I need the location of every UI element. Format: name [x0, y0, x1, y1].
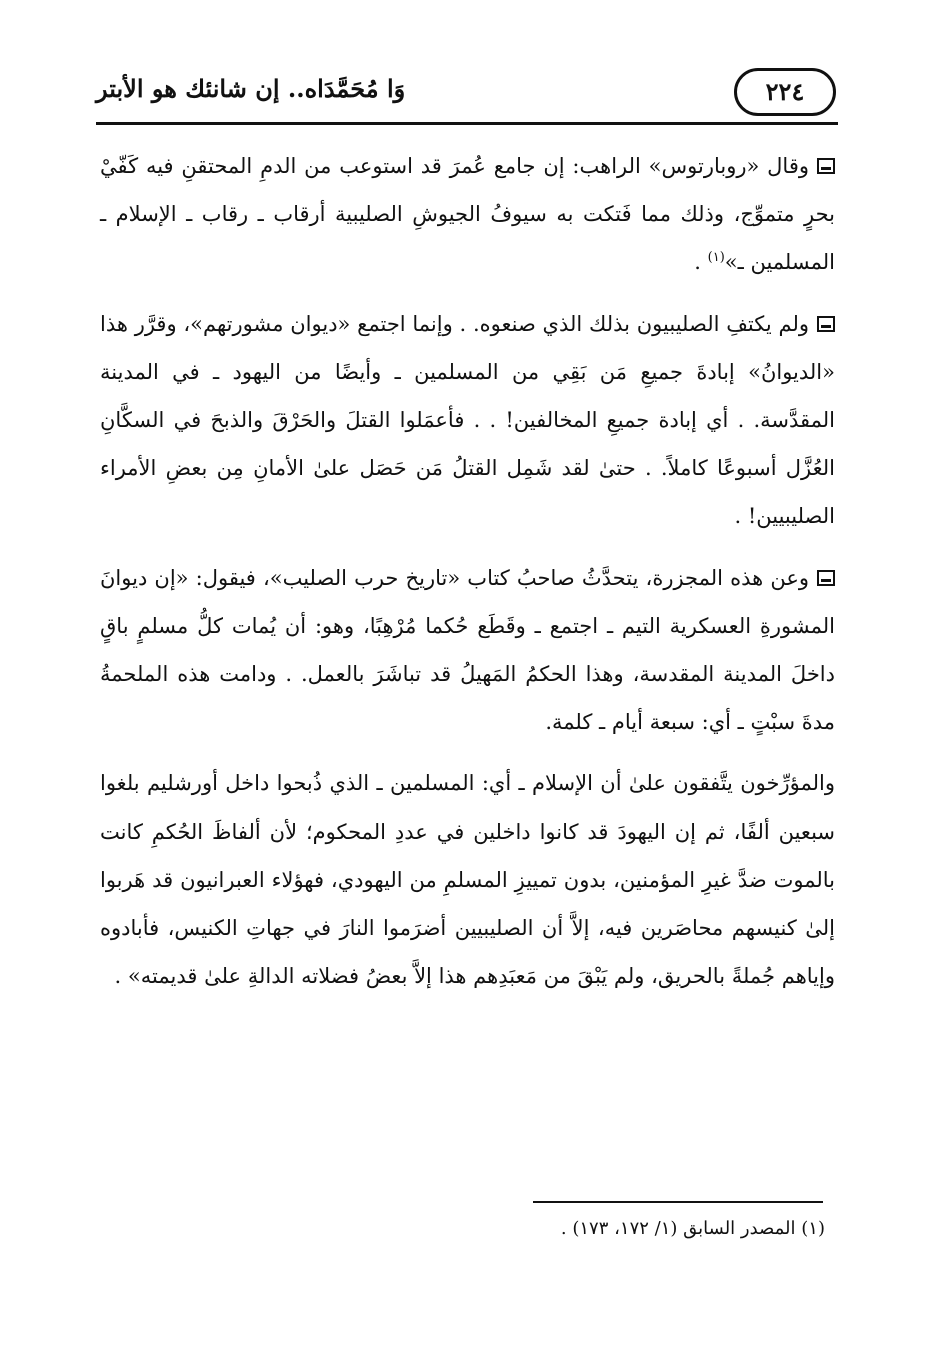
page-body [100, 142, 835, 1000]
paragraph-bullet-icon [817, 316, 835, 332]
paragraph-1-end: . [694, 250, 708, 275]
header-rule [96, 122, 838, 125]
running-title: وَا مُحَمَّدَاه.. إن شانئك هو الأبتر [96, 74, 406, 103]
paragraph-bullet-icon [817, 158, 835, 174]
footnote-rule [533, 1201, 823, 1203]
footnote-ref: (١) [707, 250, 725, 266]
paragraph-1-text: وقال «روبارتوس» الراهب: إن جامع عُمرَ قد استوعب من الدمِ المحتقنِ فيه كَفّيْ بحرٍ متموِّج، وذلك مما فَتكت به سيوفُ الجيوشِ الصليبية أرقاب ـ رقاب ـ الإسلام ـ المسلمين ـ» [100, 154, 835, 275]
page-header [96, 62, 838, 124]
paragraph-3 [100, 554, 835, 747]
paragraph-bullet-icon [817, 570, 835, 586]
page-number-badge: ٢٢٤ [734, 68, 836, 116]
paragraph-4-text: والمؤرِّخون يتَّفقون علىٰ أن الإسلام ـ أي: المسلمين ـ الذي ذُبحوا داخل أورشليم بلغوا سبعين ألفًا، ثم إن اليهودَ قد كانوا داخلين في عددِ المحكوم؛ لأن ألفاظَ الحُكمِ كانت بالموت ضدَّ غيرِ المؤمنين، بدون تمييزِ المسلمِ من اليهودي، فهؤلاء العبرانيون قد هَربوا إلىٰ كنيسهم محاصَرين فيه، إلاَّ أن الصليبيين أضرَموا النارَ في جهاتِ الكنيس، فأبادوه وإياهم جُملةً بالحريق، ولم يَبْقَ من مَعبَدِهم هذا إلاَّ بعضُ فضلاته الدالةِ علىٰ قديمته» . [100, 771, 835, 989]
paragraph-2 [100, 300, 835, 541]
paragraph-1 [100, 142, 835, 287]
footnote: (١) المصدر السابق (١/ ١٧٢، ١٧٣) . [560, 1218, 825, 1239]
paragraph-3-text: وعن هذه المجزرة، يتحدَّثُ صاحبُ كتاب «تاريخ حرب الصليب»، فيقول: «إن ديوانَ المشورةِ العسكرية التيم ـ اجتمع ـ وقَطَع حُكما مُرْهِبًا، وهو: أن يُمات كلُّ مسلمٍ باقٍ داخلَ المدينة المقدسة، وهذا الحكمُ المَهيلُ قد تباشَرَ بالعمل. . ودامت هذه الملحمةُ مدةَ سبْتٍ ـ أي: سبعة أيام ـ كلمة. [100, 565, 835, 735]
paragraph-4 [100, 759, 835, 1000]
paragraph-2-text: ولم يكتفِ الصليبيون بذلك الذي صنعوه. . وإنما اجتمع «ديوان مشورتهم»، وقرَّر هذا «الديوانُ» إبادةَ جميعِ مَن بَقِي من المسلمين ـ وأيضًا من اليهود ـ في المدينة المقدَّسة. . أي إبادة جميعِ المخالفين! . . فأعمَلوا القتلَ والحَرْقَ والذبحَ في السكَّانِ العُزَّل أسبوعًا كاملاً. . حتىٰ لقد شَمِل القتلُ مَن حَصَل علىٰ الأمانِ مِن بعضِ الأمراء الصليبيين! . [100, 311, 835, 529]
